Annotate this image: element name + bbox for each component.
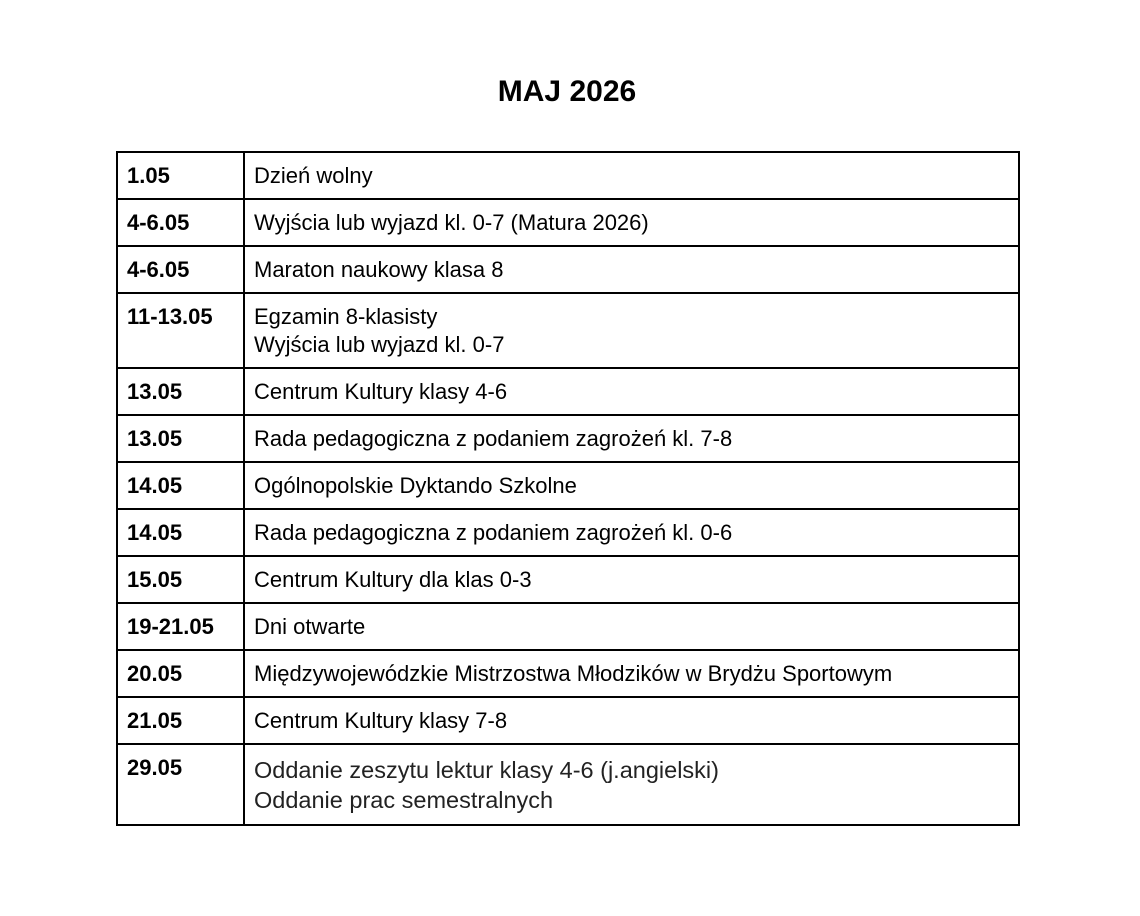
event-cell (244, 509, 1019, 556)
date-cell: 20.05 (117, 650, 244, 697)
event-text: Oddanie prac semestralnych (254, 787, 554, 813)
table-row (117, 650, 1019, 697)
event-text: Dni otwarte (254, 614, 366, 639)
date-cell: 15.05 (117, 556, 244, 603)
date-cell: 29.05 (117, 744, 244, 825)
date-cell: 14.05 (117, 509, 244, 556)
table-row (117, 744, 1019, 825)
table-row (117, 368, 1019, 415)
event-cell (244, 246, 1019, 293)
event-cell (244, 415, 1019, 462)
page-title: MAJ 2026 (497, 75, 637, 108)
event-text: Dzień wolny (254, 163, 373, 188)
table-row (117, 415, 1019, 462)
table-row (117, 293, 1019, 368)
date-cell: 11-13.05 (117, 293, 244, 368)
date-cell: 19-21.05 (117, 603, 244, 650)
table-row (117, 246, 1019, 293)
table-row (117, 152, 1019, 199)
event-text: Oddanie zeszytu lektur klasy 4-6 (j.angielski) (254, 757, 719, 783)
date-cell: 4-6.05 (117, 246, 244, 293)
date-cell: 1.05 (117, 152, 244, 199)
date-cell: 13.05 (117, 415, 244, 462)
date-cell: 13.05 (117, 368, 244, 415)
event-cell (244, 603, 1019, 650)
table-row (117, 697, 1019, 744)
event-cell (244, 462, 1019, 509)
event-text: Egzamin 8-klasisty (254, 304, 438, 329)
event-text: Centrum Kultury dla klas 0-3 (254, 567, 532, 592)
schedule-table (116, 151, 1020, 826)
event-text: Rada pedagogiczna z podaniem zagrożeń kl. 0-6 (254, 520, 733, 545)
event-text: Wyjścia lub wyjazd kl. 0-7 (254, 332, 505, 357)
event-text: Ogólnopolskie Dyktando Szkolne (254, 473, 577, 498)
event-cell (244, 556, 1019, 603)
event-text: Rada pedagogiczna z podaniem zagrożeń kl. 7-8 (254, 426, 733, 451)
table-row (117, 199, 1019, 246)
event-cell (244, 744, 1019, 825)
table-row (117, 462, 1019, 509)
event-cell (244, 650, 1019, 697)
event-text: Centrum Kultury klasy 7-8 (254, 708, 508, 733)
event-cell (244, 152, 1019, 199)
event-cell (244, 199, 1019, 246)
event-cell (244, 293, 1019, 368)
date-cell: 4-6.05 (117, 199, 244, 246)
event-cell (244, 697, 1019, 744)
event-text: Centrum Kultury klasy 4-6 (254, 379, 508, 404)
table-row (117, 556, 1019, 603)
event-text: Międzywojewódzkie Mistrzostwa Młodzików w Brydżu Sportowym (254, 661, 893, 686)
event-text: Wyjścia lub wyjazd kl. 0-7 (Matura 2026) (254, 210, 649, 235)
date-cell: 21.05 (117, 697, 244, 744)
date-cell: 14.05 (117, 462, 244, 509)
table-row (117, 603, 1019, 650)
event-text: Maraton naukowy klasa 8 (254, 257, 504, 282)
table-row (117, 509, 1019, 556)
event-cell (244, 368, 1019, 415)
